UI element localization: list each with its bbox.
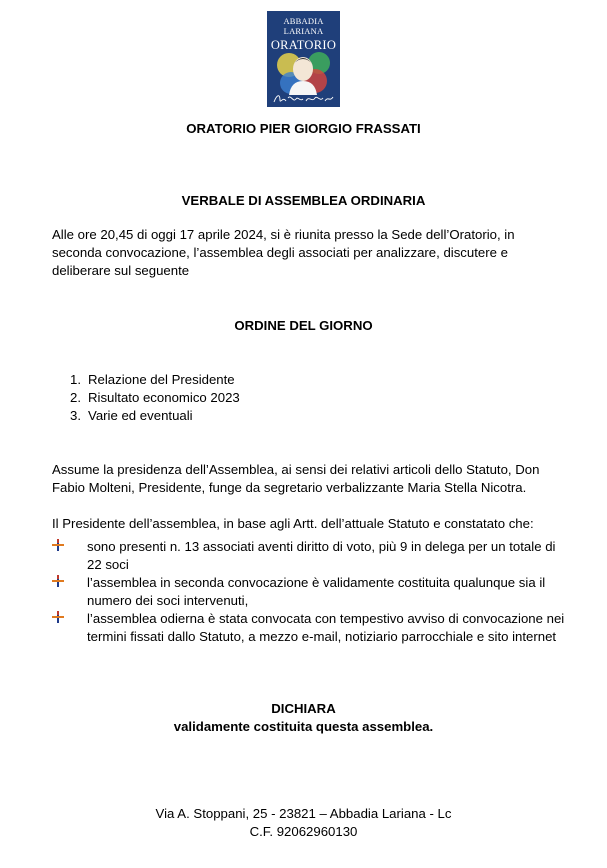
portrait-icon [275, 47, 332, 95]
agenda-list [70, 371, 240, 425]
bullet-icon [52, 575, 64, 587]
condition-item [52, 610, 572, 646]
presidency-paragraph: Assume la presidenza dell’Assemblea, ai sensi dei relativi articoli dello Statuto, Don Fabio Molteni, Presidente, funge da segretario verbalizzante Maria Stella Nicotra. [52, 462, 540, 495]
logo-line-2: ORATORIO [270, 38, 337, 52]
condition-text: l’assemblea odierna è stata convocata con tempestivo avviso di convocazione nei termini fissati dallo Statuto, a mezzo e-mail, notiziario parrocchiale e sito internet [87, 611, 565, 644]
agenda-item-text: Risultato economico 2023 [88, 390, 240, 405]
agenda-item-number: 3. [70, 408, 81, 423]
declaration-heading: DICHIARA [271, 701, 336, 716]
agenda-item-text: Varie ed eventuali [88, 408, 193, 423]
condition-item [52, 574, 572, 610]
agenda-item [70, 389, 240, 407]
bullet-icon [52, 539, 64, 551]
oratorio-logo [267, 11, 340, 107]
intro-paragraph: Alle ore 20,45 di oggi 17 aprile 2024, si è riunita presso la Sede dell’Oratorio, in seconda convocazione, l’assemblea degli associati per analizzare, discutere e deliberare sul seguente [52, 227, 515, 278]
conditions-list [52, 538, 572, 646]
bullet-icon [52, 611, 64, 623]
condition-item [52, 538, 572, 574]
logo-line-1: ABBADIA LARIANA [283, 16, 324, 36]
declaration-text: validamente costituita questa assemblea. [173, 719, 434, 734]
document-title: VERBALE DI ASSEMBLEA ORDINARIA [181, 193, 426, 208]
footer-tax-code: C.F. 92062960130 [249, 824, 358, 839]
agenda-item-number: 2. [70, 390, 81, 405]
agenda-title: ORDINE DEL GIORNO [234, 318, 373, 333]
condition-text: l’assemblea in seconda convocazione è validamente costituita qualunque sia il numero dei soci intervenuti, [87, 575, 546, 608]
org-title: ORATORIO PIER GIORGIO FRASSATI [186, 121, 421, 136]
agenda-item [70, 371, 240, 389]
agenda-item-number: 1. [70, 372, 81, 387]
agenda-item [70, 407, 240, 425]
signature-icon [271, 92, 336, 106]
agenda-item-text: Relazione del Presidente [88, 372, 235, 387]
condition-text: sono presenti n. 13 associati aventi diritto di voto, più 9 in delega per un totale di 22 soci [87, 539, 556, 572]
verification-paragraph: Il Presidente dell’assemblea, in base agli Artt. dell’attuale Statuto e constatato che: [52, 516, 534, 531]
footer-address: Via A. Stoppani, 25 - 23821 – Abbadia Lariana - Lc [155, 806, 452, 821]
